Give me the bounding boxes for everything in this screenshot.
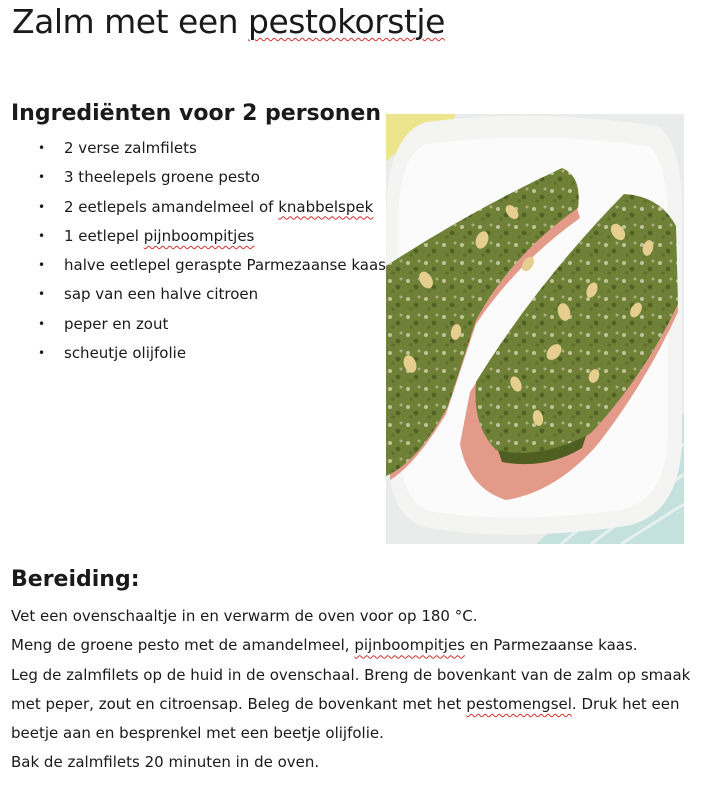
- ingredient-spellcheck-word: knabbelspek: [278, 197, 374, 216]
- ingredient-item: [38, 310, 386, 339]
- preparation-step: [11, 631, 701, 660]
- preparation-heading: Bereiding:: [11, 567, 140, 592]
- step-spellcheck-word: pijnboompitjes: [354, 636, 465, 655]
- salmon-dish-photo: [386, 114, 684, 544]
- recipe-title: [12, 2, 445, 41]
- preparation-step: [11, 661, 701, 749]
- ingredient-text: scheutje olijfolie: [64, 344, 187, 363]
- ingredient-item: [38, 339, 386, 368]
- step-text: Leg de zalmfilets op de huid in de ovenschaal. Breng de bovenkant van de zalm op smaak met peper, zout en citroensap. Beleg de bovenkant met het: [11, 665, 691, 713]
- step-spellcheck-word: pestomengsel: [466, 694, 572, 713]
- ingredient-item: [38, 163, 386, 192]
- step-text-after: . Druk het een beetje aan en besprenkel met een beetje olijfolie.: [11, 694, 680, 743]
- ingredient-text: 2 verse zalmfilets: [64, 139, 197, 157]
- salmon-dish-illustration: [386, 114, 684, 544]
- ingredient-item: [38, 222, 386, 251]
- ingredient-text: 2 eetlepels amandelmeel of: [64, 197, 279, 216]
- ingredient-text: halve eetlepel geraspte Parmezaanse kaas: [64, 256, 386, 275]
- preparation-step: [11, 602, 701, 631]
- ingredient-text: sap van een halve citroen: [64, 285, 259, 304]
- title-text: Zalm met een: [12, 2, 249, 41]
- ingredient-item: [38, 280, 386, 309]
- ingredient-item: [38, 251, 386, 280]
- ingredients-list: [38, 134, 386, 368]
- step-text: Bak de zalmfilets 20 minuten in de oven.: [11, 753, 320, 772]
- preparation-step: [11, 748, 701, 777]
- ingredient-text: 3 theelepels groene pesto: [64, 168, 260, 187]
- ingredients-heading: Ingrediënten voor 2 personen: [11, 101, 382, 126]
- preparation-steps: [11, 602, 701, 778]
- title-spellcheck-word: pestokorstje: [248, 2, 445, 41]
- ingredient-item: [38, 193, 386, 222]
- step-text-after: en Parmezaanse kaas.: [465, 636, 638, 655]
- ingredient-spellcheck-word: pijnboompitjes: [143, 226, 255, 245]
- step-text: Meng de groene pesto met de amandelmeel,: [11, 636, 355, 655]
- ingredient-text: peper en zout: [64, 314, 169, 333]
- ingredient-item: [38, 134, 386, 163]
- ingredient-text: 1 eetlepel: [64, 226, 144, 245]
- step-text: Vet een ovenschaaltje in en verwarm de oven voor op 180 °C.: [11, 607, 478, 625]
